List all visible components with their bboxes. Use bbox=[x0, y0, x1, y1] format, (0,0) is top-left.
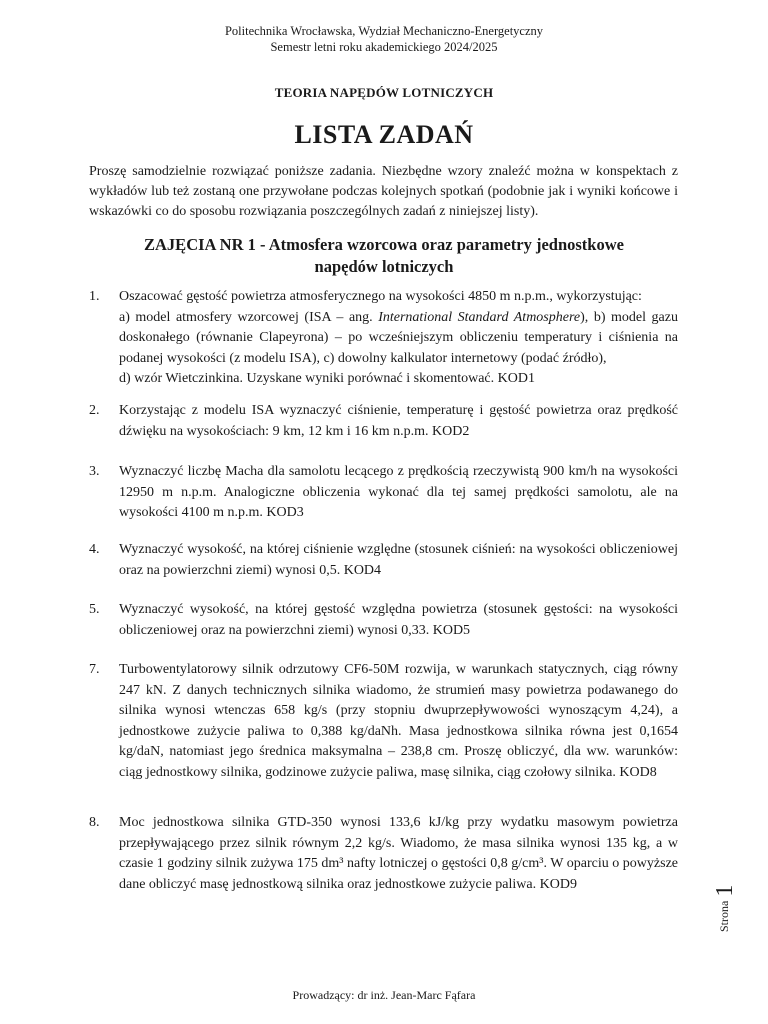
task-number: 3. bbox=[89, 464, 100, 479]
task-number: 4. bbox=[89, 542, 100, 557]
task-5 bbox=[89, 600, 678, 641]
page-number-label bbox=[712, 872, 752, 932]
task-body: Wyznaczyć liczbę Macha dla samolotu lecącego z prędkością rzeczywistą 900 km/h na wysokości 12950 m n.p.m. Analogiczne obliczenia wykonać dla tej samej prędkości samolotu, ale na wysokości 4100 m n.p.m. KOD3 bbox=[119, 464, 678, 520]
task-2 bbox=[89, 401, 678, 442]
task-7 bbox=[89, 660, 678, 783]
task-8 bbox=[89, 813, 678, 895]
task-3 bbox=[89, 462, 678, 524]
task-body: Wyznaczyć wysokość, na której gęstość względna powietrza (stosunek gęstości: na wysokości obliczeniowej oraz na powierzchni ziemi) wynosi 0,33. KOD5 bbox=[119, 602, 678, 638]
page-label-word: Strona bbox=[717, 900, 731, 932]
intro-paragraph: Proszę samodzielnie rozwiązać poniższe zadania. Niezbędne wzory znaleźć można w konspektach z wykładów lub też zostaną one przywołane podczas kolejnych spotkań (podobnie jak i wyniki końcowe i wskazówki co do sposobu rozwiązania poszczególnych zadań z niniejszej listy). bbox=[89, 164, 678, 219]
task-1-line2-italic: International Standard Atmosphere bbox=[378, 309, 581, 325]
task-4 bbox=[89, 540, 678, 581]
class-title bbox=[100, 234, 668, 278]
task-number: 7. bbox=[89, 662, 100, 677]
task-1-line1: Oszacować gęstość powietrza atmosferycznego na wysokości 4850 m n.p.m., wykorzystując: bbox=[119, 289, 642, 304]
task-1-line2-part-a: a) model atmosfery wzorcowej (ISA – ang. bbox=[119, 309, 379, 325]
footer-lecturer: Prowadzący: dr inż. Jean-Marc Fąfara bbox=[292, 988, 476, 1002]
page-number: 1 bbox=[712, 884, 738, 897]
task-1-line2 bbox=[119, 308, 678, 370]
header-university: Politechnika Wrocławska, Wydział Mechaniczno-Energetyczny bbox=[224, 24, 544, 38]
task-body: Turbowentylatorowy silnik odrzutowy CF6-50M rozwija, w warunkach statycznych, ciąg równy 247 kN. Z danych technicznych silnika wiadomo, że strumień masy powietrza podawanego do silnika wynosi wtenczas 658 kg/s (przy stopniu dwuprzepływowości wynoszącym 4,24), a jednostkowe zużycie paliwa to 0,388 kg/daNh. Masa jednostkowa silnika równa jest 0,1654 kg/daN, natomiast jego średnica maksymalna – 238,8 cm. Proszę obliczyć, dla ww. warunków: ciąg jednostkowy silnika, godzinowe zużycie paliwa, masę silnika, ciąg czołowy silnika. KOD8 bbox=[119, 662, 678, 780]
class-title-line1: ZAJĘCIA NR 1 - Atmosfera wzorcowa oraz parametry jednostkowe bbox=[144, 235, 624, 254]
page-title: LISTA ZADAŃ bbox=[294, 120, 474, 149]
task-number: 1. bbox=[89, 289, 100, 304]
task-1-line2-part-b: ), b) model gazu doskonałego (równanie Clapeyrona) – po wcześniejszym obliczeniu temperatury i ciśnienia na podanej wysokości (z modelu ISA), c) dowolny kalkulator internetowy (podać źródło), bbox=[119, 309, 678, 366]
task-body: Moc jednostkowa silnika GTD-350 wynosi 133,6 kJ/kg przy wydatku masowym powietrza przepływającego przez silnik równym 2,2 kg/s. Wiadomo, że masa silnika wynosi 135 kg, a w czasie 1 godziny silnik zużywa 175 dm³ nafty lotniczej o gęstości 0,8 g/cm³. W oparciu o powyższe dane obliczyć masę jednostkową silnika oraz jednostkowe zużycie paliwa. KOD9 bbox=[119, 815, 678, 892]
task-body: Korzystając z modelu ISA wyznaczyć ciśnienie, temperaturę i gęstość powietrza oraz prędkość dźwięku na wysokościach: 9 km, 12 km i 16 km n.p.m. KOD2 bbox=[119, 403, 678, 439]
task-number: 2. bbox=[89, 403, 100, 418]
task-body bbox=[119, 287, 678, 390]
task-number: 5. bbox=[89, 602, 100, 617]
task-1-line3: d) wzór Wietczinkina. Uzyskane wyniki porównać i skomentować. KOD1 bbox=[119, 371, 535, 386]
class-title-line2: napędów lotniczych bbox=[314, 257, 454, 276]
course-title: TEORIA NAPĘDÓW LOTNICZYCH bbox=[274, 85, 494, 100]
task-number: 8. bbox=[89, 815, 100, 830]
task-body: Wyznaczyć wysokość, na której ciśnienie względne (stosunek ciśnień: na wysokości obliczeniowej oraz na powierzchni ziemi) wynosi 0,5. KOD4 bbox=[119, 542, 678, 578]
task-1 bbox=[89, 287, 678, 390]
header-semester: Semestr letni roku akademickiego 2024/2025 bbox=[270, 40, 498, 54]
